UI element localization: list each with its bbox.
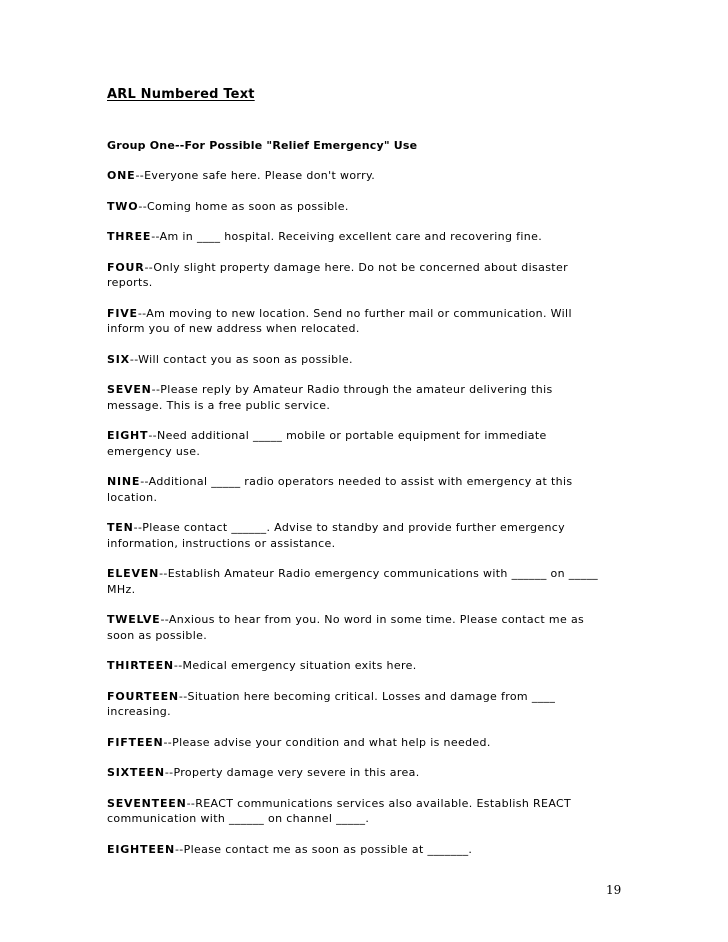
entry-three xyxy=(107,229,607,245)
entry-sixteen xyxy=(107,765,607,781)
entry-eleven xyxy=(107,566,607,597)
entry-eight xyxy=(107,428,607,459)
entry-word: TWO xyxy=(107,199,139,213)
entry-text: --Coming home as soon as possible. xyxy=(138,199,349,213)
entry-word: TEN xyxy=(107,521,134,534)
entry-text: --Medical emergency situation exits here. xyxy=(173,659,417,672)
entry-word: EIGHTEEN xyxy=(107,842,175,856)
document-title: ARL Numbered Text xyxy=(107,87,255,102)
entry-text: --Everyone safe here. Please don't worry. xyxy=(135,169,376,182)
entry-word: ONE xyxy=(107,169,136,182)
entry-text: --Anxious to hear from you. No word in some time. Please contact me as soon as possible. xyxy=(107,613,585,642)
entry-list xyxy=(107,168,607,857)
entry-text: --Will contact you as soon as possible. xyxy=(129,352,353,366)
entry-seventeen xyxy=(107,796,607,827)
entry-ten xyxy=(107,520,607,551)
page-number: 19 xyxy=(606,883,622,897)
entry-text: --Establish Amateur Radio emergency communications with ______ on _____ MHz. xyxy=(107,567,599,596)
entry-word: THIRTEEN xyxy=(107,659,174,672)
entry-text: --Situation here becoming critical. Losses and damage from ____ increasing. xyxy=(107,689,556,718)
entry-text: --Only slight property damage here. Do not be concerned about disaster reports. xyxy=(107,260,568,289)
entry-text: --Additional _____ radio operators needed to assist with emergency at this location. xyxy=(107,475,573,504)
entry-word: EIGHT xyxy=(107,429,149,442)
entry-six xyxy=(107,352,607,368)
entry-one xyxy=(107,168,607,184)
entry-word: FOURTEEN xyxy=(107,689,179,703)
entry-text: --REACT communications services also available. Establish REACT communication with ______ on channel _____. xyxy=(107,796,572,825)
entry-word: FIVE xyxy=(107,306,138,320)
entry-word: FIFTEEN xyxy=(107,735,164,749)
entry-nine xyxy=(107,474,607,505)
entry-text: --Please contact ______. Advise to standby and provide further emergency information, instructions or assistance. xyxy=(107,521,566,550)
entry-text: --Please advise your condition and what help is needed. xyxy=(163,735,491,749)
entry-text: --Am in ____ hospital. Receiving excellent care and recovering fine. xyxy=(151,230,543,243)
entry-word: THREE xyxy=(107,230,152,243)
entry-seven xyxy=(107,382,607,413)
entry-word: NINE xyxy=(107,475,141,488)
entry-text: --Need additional _____ mobile or portable equipment for immediate emergency use. xyxy=(107,429,547,458)
entry-four xyxy=(107,260,607,291)
entry-text: --Please contact me as soon as possible at _______. xyxy=(174,842,473,856)
document-page xyxy=(107,86,607,872)
entry-word: ELEVEN xyxy=(107,567,160,580)
entry-five xyxy=(107,306,607,337)
entry-fourteen xyxy=(107,689,607,720)
group-heading: Group One--For Possible "Relief Emergency" Use xyxy=(107,139,418,152)
entry-text: --Property damage very severe in this area. xyxy=(164,766,420,779)
entry-text: --Please reply by Amateur Radio through the amateur delivering this message. This is a free public service. xyxy=(107,383,553,412)
entry-word: SEVENTEEN xyxy=(107,796,187,810)
entry-thirteen xyxy=(107,658,607,674)
entry-twelve xyxy=(107,612,607,643)
entry-word: SIXTEEN xyxy=(107,766,165,779)
entry-eighteen xyxy=(107,842,607,858)
entry-word: SEVEN xyxy=(107,383,152,396)
entry-text: --Am moving to new location. Send no further mail or communication. Will inform you of new address when relocated. xyxy=(107,306,572,335)
entry-fifteen xyxy=(107,735,607,751)
entry-two xyxy=(107,199,607,215)
entry-word: FOUR xyxy=(107,260,145,274)
entry-word: SIX xyxy=(107,352,130,366)
entry-word: TWELVE xyxy=(107,613,161,626)
